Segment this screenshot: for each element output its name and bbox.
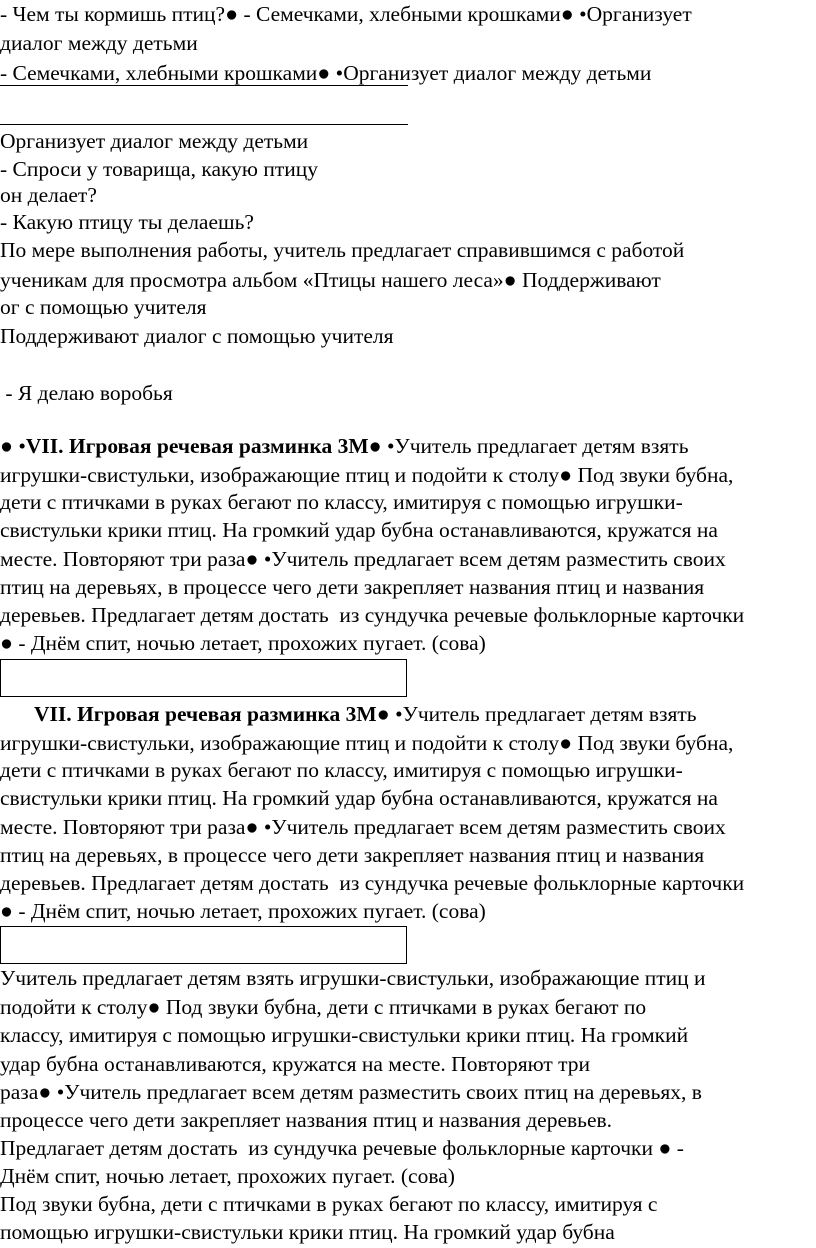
text-line: Поддерживают диалог с помощью учителя xyxy=(0,324,394,348)
text-line: - Я делаю воробья xyxy=(0,381,173,405)
text-line: птиц на деревьях, в процессе чего дети закрепляет названия птиц и названия xyxy=(0,575,705,599)
text-line: он делает? xyxy=(0,183,97,207)
text-line: свистульки крики птиц. На громкий удар бубна останавливаются, кружатся на xyxy=(0,518,718,542)
text-line: Организует диалог между детьми xyxy=(0,129,309,153)
text-line: помощью игрушки-свистульки крики птиц. На громкий удар бубна xyxy=(0,1220,615,1244)
text-line: Под звуки бубна, дети с птичками в руках бегают по классу, имитируя с xyxy=(0,1192,658,1216)
bullet-marks: ● • xyxy=(0,434,26,458)
text-line: удар бубна останавливаются, кружатся на месте. Повторяют три xyxy=(0,1052,591,1076)
text-line: дети с птичками в руках бегают по классу, имитируя с помощью игрушки- xyxy=(0,490,683,514)
text-line: - Чем ты кормишь птиц?● - Семечками, хлебными крошками● •Организует xyxy=(0,2,692,26)
text-line: игрушки-свистульки, изображающие птиц и подойти к столу● Под звуки бубна, xyxy=(0,463,734,487)
text-line: деревьев. Предлагает детям достать из сундучка речевые фольклорные карточки xyxy=(0,871,745,895)
empty-box xyxy=(0,659,407,697)
text-line: Учитель предлагает детям взять игрушки-свистульки, изображающие птиц и xyxy=(0,966,706,990)
heading-continuation: ● •Учитель предлагает детям взять xyxy=(368,434,689,458)
text-line: свистульки крики птиц. На громкий удар бубна останавливаются, кружатся на xyxy=(0,786,718,810)
text-line: дети с птичками в руках бегают по классу, имитируя с помощью игрушки- xyxy=(0,758,683,782)
text-line: - Спроси у товарища, какую птицу xyxy=(0,157,318,181)
text-line: птиц на деревьях, в процессе чего дети закрепляет названия птиц и названия xyxy=(0,843,705,867)
text-line: - Семечками, хлебными крошками● •Организует диалог между детьми xyxy=(0,61,652,85)
text-line: ог с помощью учителя xyxy=(0,295,207,319)
text-line: месте. Повторяют три раза● •Учитель предлагает всем детям разместить своих xyxy=(0,815,726,839)
text-line: классу, имитируя с помощью игрушки-свистульки крики птиц. На громкий xyxy=(0,1023,689,1047)
text-line: месте. Повторяют три раза● •Учитель предлагает всем детям разместить своих xyxy=(0,547,726,571)
text-line: ● - Днём спит, ночью летает, прохожих пугает. (сова) xyxy=(0,631,486,655)
section-heading: VII. Игровая речевая разминка 3М xyxy=(34,702,377,726)
text-line: Предлагает детям достать из сундучка речевые фольклорные карточки ● - xyxy=(0,1136,684,1160)
divider-line xyxy=(0,85,408,86)
divider-line xyxy=(0,124,408,125)
text-line: Днём спит, ночью летает, прохожих пугает. (сова) xyxy=(0,1164,455,1188)
text-line: игрушки-свистульки, изображающие птиц и подойти к столу● Под звуки бубна, xyxy=(0,731,734,755)
text-line: диалог между детьми xyxy=(0,31,198,55)
text-line: процессе чего дети закрепляет названия птиц и названия деревьев. xyxy=(0,1108,613,1132)
text-line: раза● •Учитель предлагает всем детям разместить своих птиц на деревьях, в xyxy=(0,1080,702,1104)
text-line: По мере выполнения работы, учитель предлагает справившимся с работой xyxy=(0,238,685,262)
section-heading-line xyxy=(34,704,697,726)
section-heading: VII. Игровая речевая разминка 3М xyxy=(25,434,369,458)
section-heading-line xyxy=(0,436,689,458)
text-line: деревьев. Предлагает детям достать из сундучка речевые фольклорные карточки xyxy=(0,603,745,627)
empty-box xyxy=(0,926,407,964)
text-line: ученикам для просмотра альбом «Птицы нашего леса»● Поддерживают xyxy=(0,268,661,292)
text-line: - Какую птицу ты делаешь? xyxy=(0,210,254,234)
text-line: ● - Днём спит, ночью летает, прохожих пугает. (сова) xyxy=(0,899,486,923)
heading-continuation: ● •Учитель предлагает детям взять xyxy=(376,702,697,726)
text-line: подойти к столу● Под звуки бубна, дети с птичками в руках бегают по xyxy=(0,995,647,1019)
